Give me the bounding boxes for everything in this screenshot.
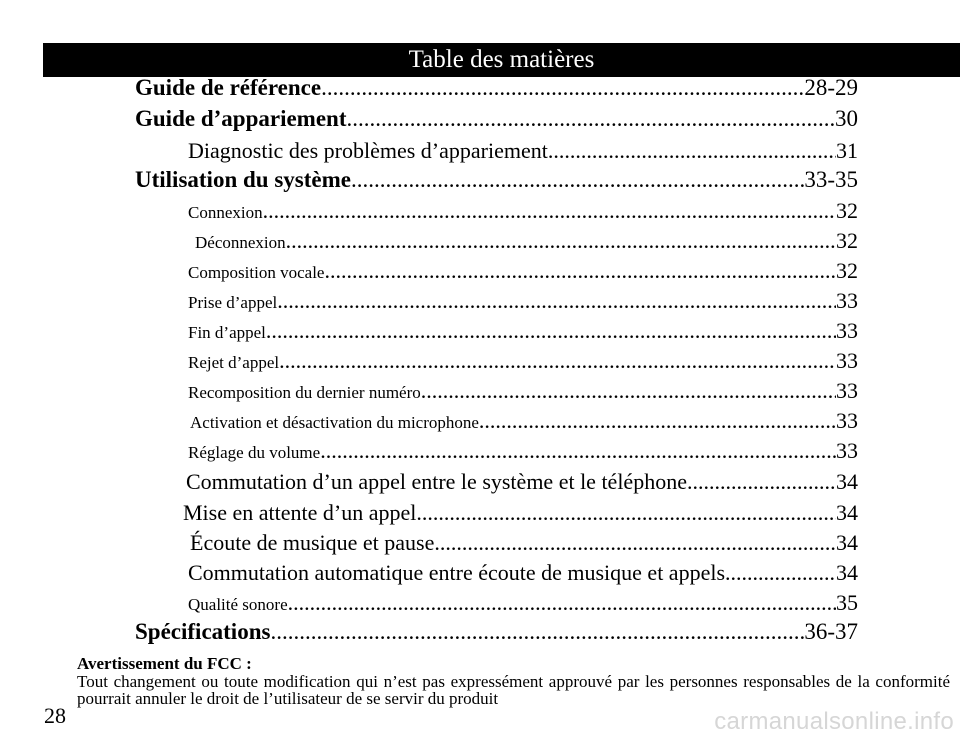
toc-page-number: 33 [836, 318, 858, 343]
leader-dots [320, 438, 836, 464]
toc-page-number: 34 [836, 530, 858, 555]
leader-dots [288, 590, 836, 616]
toc-entry-qualite-sonore[interactable]: Qualité sonore ..... 35 [188, 590, 858, 616]
toc-page-number: 32 [836, 258, 858, 283]
toc-page-number: 30 [835, 106, 858, 131]
leader-dots [687, 469, 836, 495]
leader-dots [725, 560, 836, 586]
leader-dots [286, 228, 836, 254]
toc-entry-deconnexion[interactable]: Déconnexion ..... 32 [195, 228, 858, 254]
toc-entry-composition[interactable]: Composition vocale ..... 32 [188, 258, 858, 284]
toc-entry-ecoute-musique[interactable]: Écoute de musique et pause ..... 34 [190, 530, 858, 556]
toc-page-number: 35 [836, 590, 858, 615]
leader-dots [277, 288, 836, 314]
leader-dots [351, 167, 804, 193]
toc-entry-commutation-appel[interactable]: Commutation d’un appel entre le système et le téléphone ..... 34 [186, 469, 858, 495]
leader-dots [421, 378, 836, 404]
toc-entry-microphone[interactable]: Activation et désactivation du microphone ..... 33 [190, 408, 858, 434]
toc-page-number: 33-35 [804, 167, 858, 192]
toc-page-number: 33 [836, 378, 858, 403]
toc-page-number: 34 [836, 500, 858, 525]
page-number: 28 [44, 703, 66, 728]
toc-entry-recomposition[interactable]: Recomposition du dernier numéro ..... 33 [188, 378, 858, 404]
leader-dots [479, 408, 836, 434]
fcc-warning-heading: Avertissement du FCC : [77, 654, 252, 673]
leader-dots [324, 258, 836, 284]
leader-dots [279, 348, 836, 374]
toc-page-number: 33 [836, 438, 858, 463]
leader-dots [270, 619, 804, 645]
leader-dots [416, 500, 836, 526]
toc-entry-prise-appel[interactable]: Prise d’appel ..... 33 [188, 288, 858, 314]
toc-entry-mise-en-attente[interactable]: Mise en attente d’un appel ..... 34 [183, 500, 858, 526]
toc-page-number: 28-29 [804, 75, 858, 100]
toc-page-number: 33 [836, 288, 858, 313]
leader-dots [321, 75, 804, 101]
leader-dots [548, 138, 836, 164]
leader-dots [266, 318, 836, 344]
toc-entry-specifications[interactable]: Spécifications ..... 36-37 [135, 619, 858, 645]
toc-page-number: 34 [836, 560, 858, 585]
toc-page-number: 32 [836, 198, 858, 223]
toc-page-number: 33 [836, 408, 858, 433]
leader-dots [263, 198, 836, 224]
toc-page-number: 36-37 [804, 619, 858, 644]
toc-page-number: 34 [836, 469, 858, 494]
toc-entry-connexion[interactable]: Connexion ..... 32 [188, 198, 858, 224]
leader-dots [434, 530, 836, 556]
toc-entry-utilisation[interactable]: Utilisation du système ..... 33-35 [135, 167, 858, 193]
fcc-warning-text: Tout changement ou toute modification qui n’est pas expressément approuvé par les personnes responsables de la conformité pourrait annuler le droit de l’utilisateur de se servir du produit [77, 672, 950, 708]
toc-header-bar [43, 43, 960, 77]
toc-page-number: 33 [836, 348, 858, 373]
leader-dots [346, 106, 835, 132]
toc-entry-diagnostic[interactable]: Diagnostic des problèmes d’appariement ..... 31 [188, 138, 858, 164]
toc-page-number: 31 [836, 138, 858, 163]
toc-entry-fin-appel[interactable]: Fin d’appel ..... 33 [188, 318, 858, 344]
toc-entry-guide-reference[interactable]: Guide de référence ..... 28-29 [135, 75, 858, 101]
toc-entry-volume[interactable]: Réglage du volume ..... 33 [188, 438, 858, 464]
toc-entry-commutation-automatique[interactable]: Commutation automatique entre écoute de musique et appels ..... 34 [188, 560, 858, 586]
toc-page-number: 32 [836, 228, 858, 253]
toc-header-title: Table des matières [408, 46, 595, 73]
toc-entry-guide-appariement[interactable]: Guide d’appariement ..... 30 [135, 106, 858, 132]
watermark: carmanualsonline.info [714, 708, 954, 735]
toc-entry-rejet-appel[interactable]: Rejet d’appel ..... 33 [188, 348, 858, 374]
